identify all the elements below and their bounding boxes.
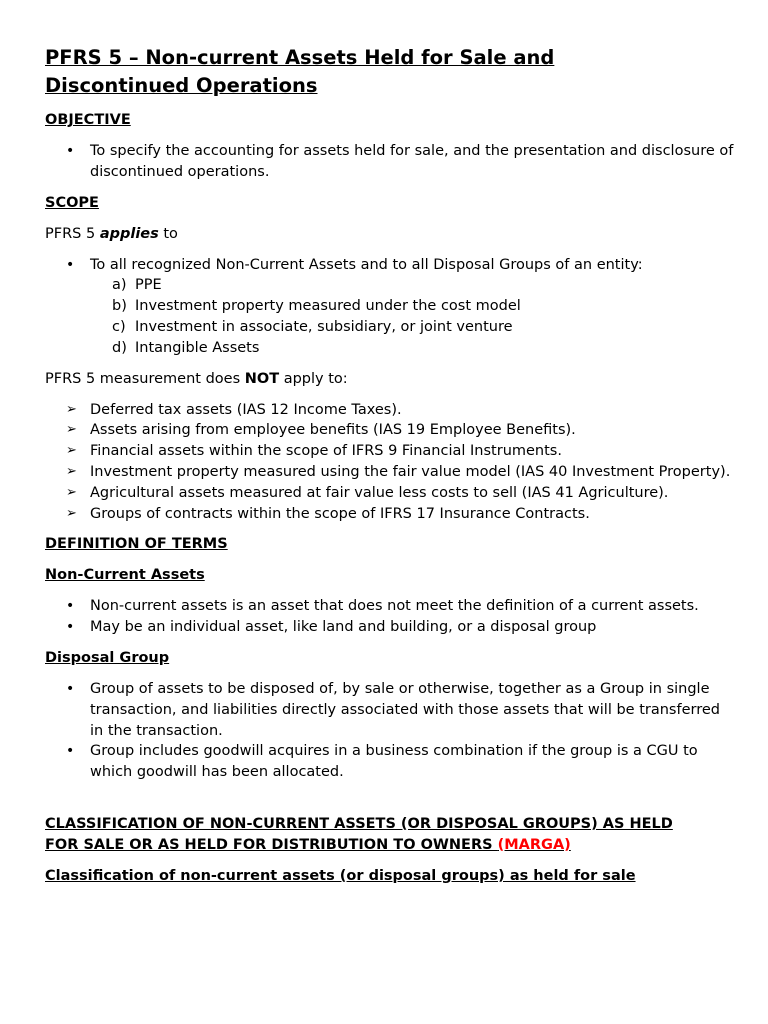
classification-heading-line-2: FOR SALE OR AS HELD FOR DISTRIBUTION TO OWNERS <box>45 836 498 853</box>
sub-list-text: Investment property measured under the cost model <box>135 298 521 315</box>
objective-list <box>45 141 735 183</box>
list-item <box>45 420 735 441</box>
list-item-text: Group includes goodwill acquires in a business combination if the group is a CGU to which goodwill has been allocated. <box>90 743 698 781</box>
classification-heading <box>45 814 735 856</box>
not-suffix: apply to: <box>279 370 348 387</box>
sub-list-item <box>90 317 735 338</box>
definitions-heading: DEFINITION OF TERMS <box>45 536 228 553</box>
scope-applies-list <box>45 255 735 359</box>
scope-heading: SCOPE <box>45 194 99 211</box>
disposal-group-heading: Disposal Group <box>45 649 170 666</box>
list-item-text: Agricultural assets measured at fair value less costs to sell (IAS 41 Agriculture). <box>90 484 669 501</box>
bullet-icon: • <box>66 598 75 615</box>
not-prefix: PFRS 5 measurement does <box>45 370 245 387</box>
sub-list-text: Investment in associate, subsidiary, or joint venture <box>135 318 513 335</box>
title-line-1: PFRS 5 – Non-current Assets Held for Sale and <box>45 46 555 69</box>
list-item <box>45 141 735 183</box>
list-item-text: Group of assets to be disposed of, by sale or otherwise, together as a Group in single transaction, and liabilities directly associated with those assets that will be transferred in the transaction. <box>90 680 720 739</box>
arrow-icon: ➢ <box>66 505 77 521</box>
list-item <box>45 441 735 462</box>
sub-list-marker: d) <box>112 339 127 356</box>
non-current-assets-heading: Non-Current Assets <box>45 567 205 584</box>
bullet-icon: • <box>66 743 75 760</box>
document-page <box>45 44 735 897</box>
list-item <box>45 462 735 483</box>
list-item-text: Deferred tax assets (IAS 12 Income Taxes). <box>90 401 402 418</box>
sub-list-marker: b) <box>112 298 127 315</box>
sub-list-marker: a) <box>112 277 127 294</box>
applies-emphasis: applies <box>99 225 159 242</box>
not-emphasis: NOT <box>244 370 280 387</box>
arrow-icon: ➢ <box>66 484 77 500</box>
list-item <box>45 255 735 359</box>
scope-not-paragraph <box>45 369 735 390</box>
bullet-icon: • <box>66 143 75 159</box>
disposal-group-list <box>45 679 735 783</box>
list-item-text: Assets arising from employee benefits (IAS 19 Employee Benefits). <box>90 422 576 439</box>
arrow-icon: ➢ <box>66 401 77 417</box>
sub-list-text: PPE <box>135 277 162 294</box>
list-item-text: To all recognized Non-Current Assets and to all Disposal Groups of an entity: <box>90 256 643 273</box>
title-line-2: Discontinued Operations <box>45 74 318 97</box>
document-title <box>45 44 735 100</box>
objective-heading: OBJECTIVE <box>45 112 131 128</box>
scope-not-list <box>45 400 735 525</box>
list-item-text: May be an individual asset, like land and building, or a disposal group <box>90 619 597 636</box>
arrow-icon: ➢ <box>66 443 77 459</box>
sub-list-text: Intangible Assets <box>135 339 260 356</box>
bullet-icon: • <box>66 256 75 273</box>
list-item <box>45 504 735 525</box>
arrow-icon: ➢ <box>66 422 77 438</box>
list-item-text: To specify the accounting for assets held for sale, and the presentation and disclosure of discontinued operations. <box>90 143 734 180</box>
list-item-text: Groups of contracts within the scope of IFRS 17 Insurance Contracts. <box>90 505 590 522</box>
list-item-text: Non-current assets is an asset that does not meet the definition of a current assets. <box>90 598 699 615</box>
list-item <box>45 741 735 783</box>
sub-list-marker: c) <box>112 318 126 335</box>
list-item <box>45 596 735 617</box>
bullet-icon: • <box>66 680 75 697</box>
scope-sub-list <box>90 275 735 358</box>
list-item-text: Financial assets within the scope of IFRS 9 Financial Instruments. <box>90 443 562 460</box>
sub-list-item <box>90 296 735 317</box>
list-item <box>45 400 735 421</box>
list-item <box>45 483 735 504</box>
applies-suffix: to <box>158 225 178 242</box>
sub-list-item <box>90 275 735 296</box>
bullet-icon: • <box>66 619 75 636</box>
list-item <box>45 617 735 638</box>
classification-subheading: Classification of non-current assets (or disposal groups) as held for sale <box>45 867 636 884</box>
non-current-assets-list <box>45 596 735 638</box>
sub-list-item <box>90 338 735 359</box>
arrow-icon: ➢ <box>66 463 77 479</box>
scope-applies-paragraph <box>45 224 735 245</box>
list-item-text: Investment property measured using the fair value model (IAS 40 Investment Property). <box>90 463 731 480</box>
list-item <box>45 679 735 741</box>
classification-tag: (MARGA) <box>497 836 571 853</box>
classification-heading-line-1: CLASSIFICATION OF NON-CURRENT ASSETS (OR DISPOSAL GROUPS) AS HELD <box>45 815 673 832</box>
spacer <box>45 793 735 814</box>
applies-prefix: PFRS 5 <box>45 225 100 242</box>
